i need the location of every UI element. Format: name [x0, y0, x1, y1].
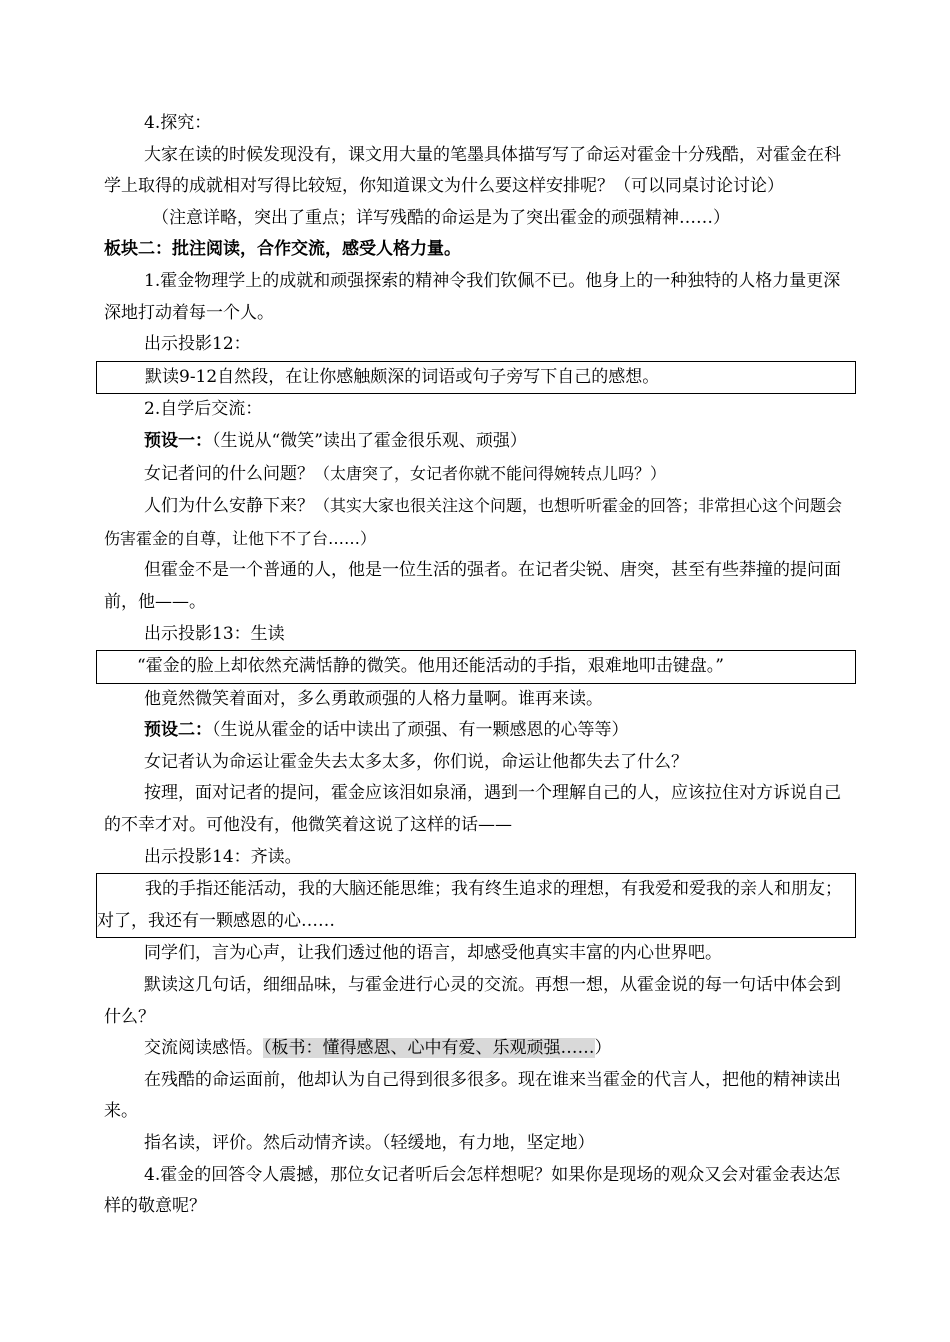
section4-heading: 4.探究： — [144, 113, 212, 133]
block2-paragraph-7: 同学们，言为心声，让我们透过他的语言，却感受他真实丰富的内心世界吧。 — [144, 943, 722, 964]
question-1-text: 女记者问的什么问题？ — [144, 463, 314, 484]
preset-1-label: 预设一： — [144, 430, 212, 451]
block2-paragraph-3: 但霍金不是一个普通的人，他是一位生活的强者。在记者尖锐、唐突，甚至有些莽撞的提问面前，他——。 — [104, 560, 841, 612]
preset-2-label: 预设二： — [144, 720, 212, 741]
preset-1 — [104, 426, 854, 458]
block2-paragraph-2: 2.自学后交流： — [144, 399, 263, 420]
projection-14-box — [96, 873, 856, 938]
show-projection-12: 出示投影12： — [144, 334, 251, 355]
board-note-close: ） — [594, 1038, 612, 1059]
block2-paragraph-1: 1.霍金物理学上的成就和顽强探索的精神令我们钦佩不已。他身上的一种独特的人格力量更深深地打动着每一个人。 — [104, 270, 841, 323]
preset-2-text: （生说从霍金的话中读出了顽强、有一颗感恩的心等等） — [212, 720, 629, 741]
show-projection-14: 出示投影14：齐读。 — [144, 846, 302, 867]
block2-title: 板块二：批注阅读，合作交流，感受人格力量。 — [104, 239, 461, 260]
block2-paragraph-5: 女记者认为命运让霍金失去太多太多，你们说，命运让他都失去了什么？ — [144, 751, 688, 772]
block2-paragraph-4: 他竟然微笑着面对，多么勇敢顽强的人格力量啊。谁再来读。 — [144, 688, 603, 709]
exchange-text: 交流阅读感悟。 — [144, 1038, 263, 1059]
projection-14-text: 我的手指还能活动，我的大脑还能思维；我有终生追求的理想，有我爱和爱我的亲人和朋友；对了，我还有一颗感恩的心…… — [97, 879, 842, 931]
block2-paragraph-9 — [104, 1033, 854, 1065]
document-page — [97, 108, 854, 1223]
block2-paragraph-11: 指名读，评价。然后动情齐读。（轻缓地，有力地，坚定地） — [144, 1133, 595, 1153]
projection-12-box — [96, 361, 856, 395]
projection-12-text: 默读9-12自然段，在让你感触颇深的词语或句子旁写下自己的感想。 — [145, 366, 660, 387]
projection-13-text: “霍金的脸上却依然充满恬静的微笑。他用还能活动的手指，艰难地叩击键盘。” — [137, 656, 724, 677]
question-2-text: 人们为什么安静下来？ — [144, 496, 314, 517]
block2-paragraph-6: 按理，面对记者的提问，霍金应该泪如泉涌，遇到一个理解自己的人，应该拉住对方诉说自己的不幸才对。可他没有，他微笑着这说了这样的话—— — [104, 783, 841, 836]
preset-1-text: （生说从“微笑”读出了霍金很乐观、顽强） — [212, 430, 527, 451]
show-projection-13: 出示投影13：生读 — [144, 623, 285, 644]
board-note: （板书：懂得感恩、心中有爱、乐观顽强…… — [263, 1038, 595, 1059]
block2-paragraph-12: 4.霍金的回答令人震撼，那位女记者听后会怎样想呢？如果你是现场的观众又会对霍金表达怎样的敬意呢？ — [104, 1164, 841, 1217]
question-1 — [104, 458, 854, 491]
section4-question: 大家在读的时候发现没有，课文用大量的笔墨具体描写写了命运对霍金十分残酷，对霍金在科学上取得的成就相对写得比较短，你知道课文为什么要这样安排呢？（可以同桌讨论讨论） — [104, 144, 841, 197]
block2-paragraph-10: 在残酷的命运面前，他却认为自己得到很多很多。现在谁来当霍金的代言人，把他的精神读出来。 — [104, 1069, 841, 1122]
section4-answer: （注意详略，突出了重点；详写残酷的命运是为了突出霍金的顽强精神……） — [152, 207, 730, 228]
question-1-note: （太唐突了，女记者你就不能问得婉转点儿吗？） — [314, 463, 667, 483]
question-2 — [104, 490, 854, 555]
preset-2 — [104, 715, 854, 747]
question-2-note: （其实大家也很关注这个问题，也想听听霍金的回答；非常担心这个问题会伤害霍金的自尊，让他下不了台……） — [104, 496, 843, 548]
projection-13-box — [96, 650, 856, 684]
block2-paragraph-8: 默读这几句话，细细品味，与霍金进行心灵的交流。再想一想，从霍金说的每一句话中体会到什么？ — [104, 975, 841, 1027]
